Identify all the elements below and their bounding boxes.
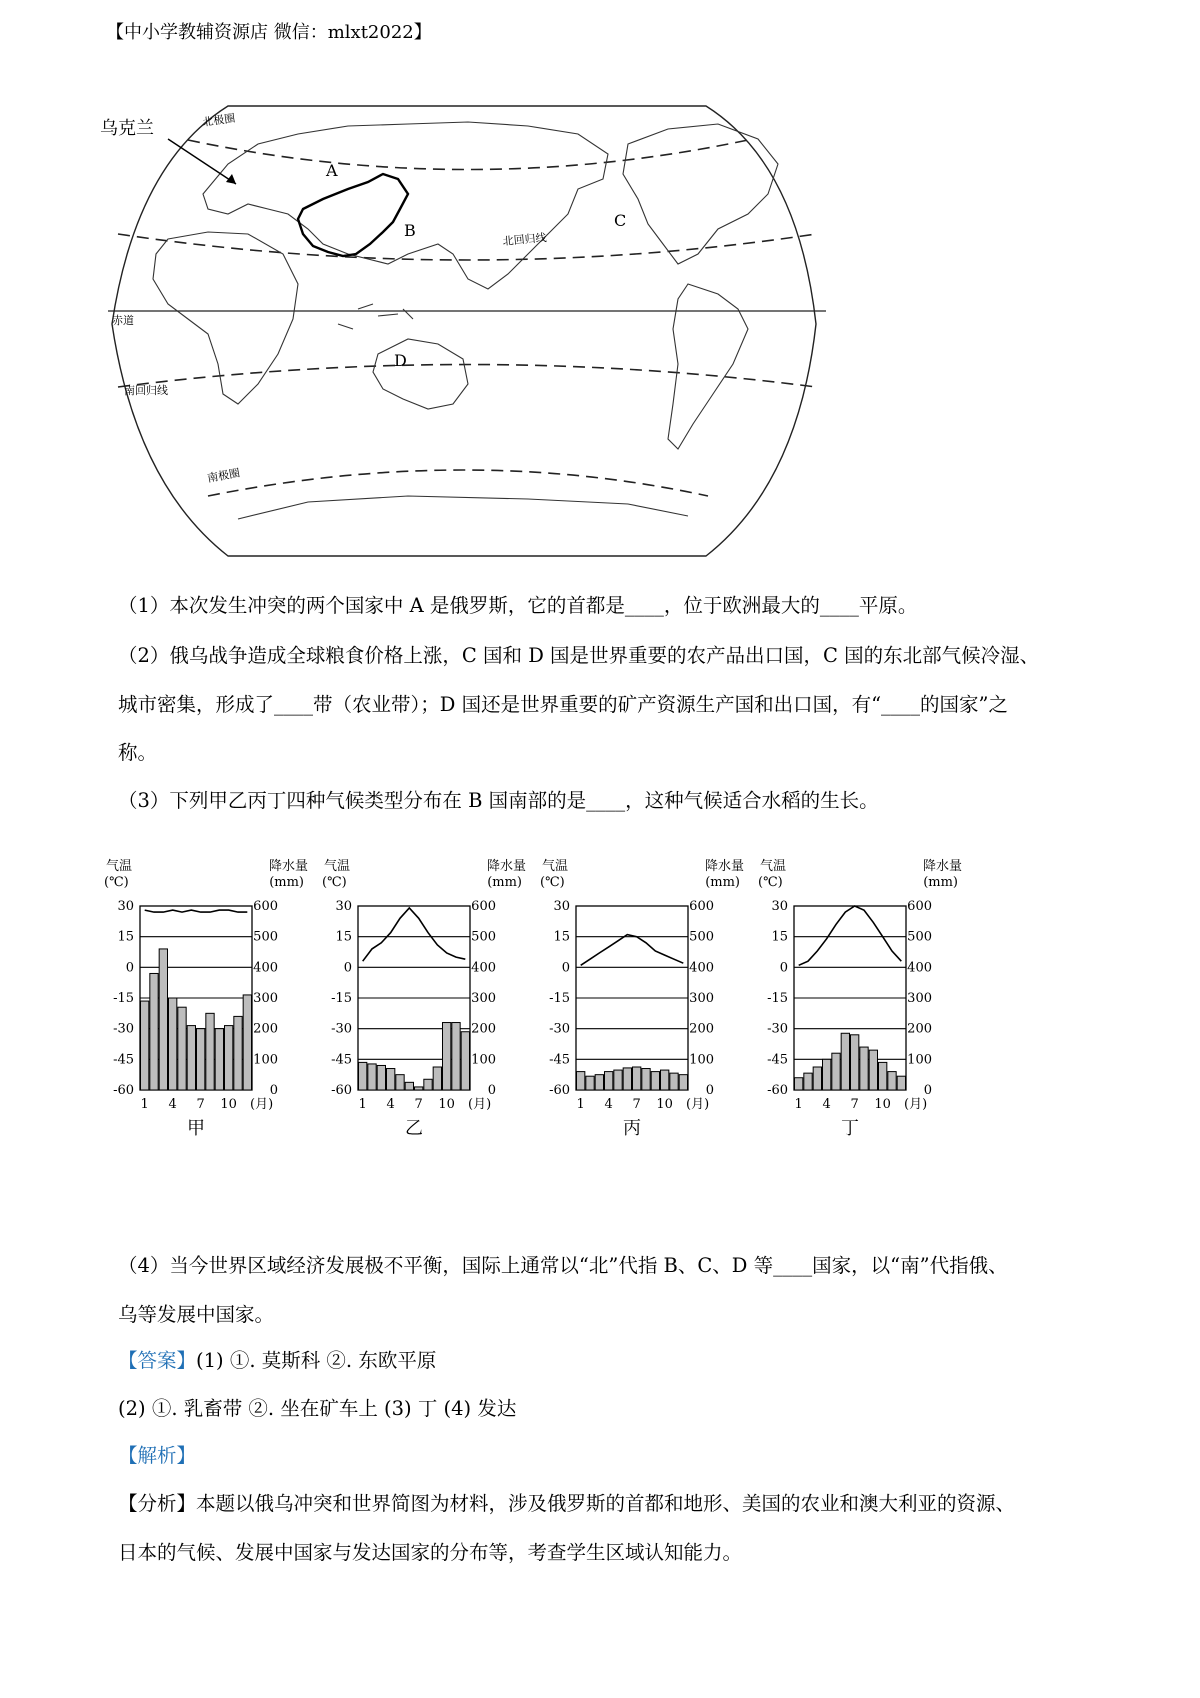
precipitation-bar <box>415 1087 423 1090</box>
precip-axis-title: 降水量 <box>704 859 744 874</box>
temp-tick-label: 30 <box>117 899 134 914</box>
precipitation-bar <box>623 1068 631 1090</box>
precip-tick-label: 600 <box>907 899 932 914</box>
precipitation-bar <box>605 1072 613 1090</box>
precip-tick-label: 600 <box>471 899 496 914</box>
question-2-line-1: （2）俄乌战争造成全球粮食价格上涨，C 国和 D 国是世界重要的农产品出口国，C 国的东北部气候冷湿、 <box>118 644 1040 667</box>
precipitation-bar <box>387 1069 395 1090</box>
temp-tick-label: -45 <box>331 1052 352 1068</box>
temp-tick-label: -45 <box>767 1052 788 1068</box>
temp-tick-label: 0 <box>343 960 352 976</box>
analysis-line-1: 【分析】本题以俄乌冲突和世界简图为材料，涉及俄罗斯的首都和地形、美国的农业和澳大利亚的资源、 <box>118 1492 1016 1515</box>
precipitation-bar <box>159 949 167 1090</box>
precip-tick-label: 0 <box>705 1083 714 1098</box>
temp-axis-unit: (℃) <box>540 875 565 890</box>
temp-tick-label: -60 <box>767 1083 788 1098</box>
precipitation-bar <box>813 1067 821 1090</box>
letter-d: D <box>394 351 407 370</box>
temp-tick-label: 30 <box>771 899 788 914</box>
precipitation-bar <box>368 1064 376 1090</box>
temp-tick-label: -15 <box>767 991 788 1006</box>
climate-chart-jia <box>104 856 314 1176</box>
precipitation-bar <box>234 1016 242 1090</box>
precipitation-bar <box>670 1073 678 1090</box>
month-tick-label: 7 <box>414 1097 423 1112</box>
temp-tick-label: -60 <box>331 1083 352 1098</box>
temp-tick-label: -15 <box>549 991 570 1006</box>
answer-line-1 <box>118 1345 436 1373</box>
precipitation-bar <box>614 1070 622 1090</box>
month-tick-label: 10 <box>438 1097 455 1112</box>
precipitation-bar <box>178 1007 186 1090</box>
month-tick-label: 10 <box>220 1097 237 1112</box>
precipitation-bar <box>860 1047 868 1090</box>
letter-b: B <box>404 221 416 240</box>
antarctic-circle-line <box>208 470 708 496</box>
precip-axis-title: 降水量 <box>486 859 526 874</box>
arctic-circle-line <box>188 140 748 170</box>
precipitation-bar <box>225 1026 233 1090</box>
temperature-line <box>363 908 466 961</box>
temp-tick-label: 15 <box>335 929 352 945</box>
temp-axis-unit: (℃) <box>322 875 347 890</box>
precipitation-bar <box>804 1073 812 1090</box>
precipitation-bar <box>433 1067 441 1090</box>
precipitation-bar <box>405 1082 413 1090</box>
question-3: （3）下列甲乙丙丁四种气候类型分布在 B 国南部的是____，这种气候适合水稻的生长。 <box>118 789 879 812</box>
arctic-circle-label: 北极圈 <box>201 111 237 129</box>
precip-tick-label: 200 <box>471 1021 496 1037</box>
precip-tick-label: 100 <box>471 1052 496 1068</box>
precipitation-bar <box>243 995 251 1090</box>
precipitation-bar <box>141 1001 149 1090</box>
month-tick-label: 1 <box>794 1097 803 1112</box>
map-frame <box>112 106 816 556</box>
climate-chart-bing <box>540 856 750 1176</box>
temp-axis-title: 气温 <box>324 859 351 874</box>
precip-tick-label: 500 <box>471 929 496 945</box>
precipitation-bar <box>206 1013 214 1090</box>
temperature-line <box>581 935 684 966</box>
letter-a: A <box>326 161 338 180</box>
temp-tick-label: -60 <box>113 1083 134 1098</box>
climate-chart-yi <box>322 856 532 1176</box>
question-2-line-2: 城市密集，形成了____带（农业带）；D 国还是世界重要的矿产资源生产国和出口国，有“____的国家”之 <box>118 693 1009 716</box>
precip-tick-label: 200 <box>253 1021 278 1037</box>
precip-tick-label: 600 <box>689 899 714 914</box>
temp-tick-label: 30 <box>553 899 570 914</box>
precip-tick-label: 300 <box>471 991 496 1006</box>
europe-asia-outline <box>203 122 608 289</box>
month-tick-label: 7 <box>632 1097 641 1112</box>
precip-tick-label: 0 <box>269 1083 278 1098</box>
precipitation-bar <box>215 1029 223 1090</box>
precip-tick-label: 0 <box>487 1083 496 1098</box>
precipitation-bar <box>841 1033 849 1090</box>
precipitation-bar <box>187 1026 195 1090</box>
month-unit: (月) <box>904 1097 928 1112</box>
temp-tick-label: -45 <box>113 1052 134 1068</box>
tropic-of-capricorn-line <box>118 365 816 388</box>
precip-tick-label: 200 <box>689 1021 714 1037</box>
temp-tick-label: -45 <box>549 1052 570 1068</box>
precip-tick-label: 300 <box>253 991 278 1006</box>
precipitation-bar <box>879 1062 887 1090</box>
temp-axis-unit: (℃) <box>104 875 129 890</box>
precip-tick-label: 500 <box>253 929 278 945</box>
precipitation-bar <box>150 973 158 1090</box>
question-4-line-2: 乌等发展中国家。 <box>118 1303 275 1326</box>
antarctic-circle-label: 南极圈 <box>206 466 242 485</box>
precipitation-bar <box>633 1067 641 1090</box>
precip-tick-label: 200 <box>907 1021 932 1037</box>
question-4-line-1: （4）当今世界区域经济发展极不平衡，国际上通常以“北”代指 B、C、D 等____国家，以“南”代指俄、 <box>118 1254 1008 1277</box>
africa-outline <box>153 232 298 404</box>
temp-tick-label: -30 <box>113 1021 134 1037</box>
temperature-line <box>145 910 248 912</box>
continents <box>153 122 778 519</box>
analysis-line-2: 日本的气候、发展中国家与发达国家的分布等，考查学生区域认知能力。 <box>118 1541 743 1564</box>
month-tick-label: 4 <box>604 1097 613 1112</box>
precip-tick-label: 100 <box>907 1052 932 1068</box>
precipitation-bar <box>823 1059 831 1090</box>
chart-name: 丙 <box>623 1118 641 1139</box>
precipitation-bar <box>169 998 177 1090</box>
antarctica-outline <box>238 496 688 519</box>
chart-name: 丁 <box>841 1118 859 1139</box>
precip-axis-title: 降水量 <box>268 859 308 874</box>
precip-tick-label: 400 <box>253 960 278 976</box>
precip-tick-label: 400 <box>471 960 496 976</box>
temp-tick-label: -30 <box>549 1021 570 1037</box>
precipitation-bar <box>377 1065 385 1090</box>
climate-chart-ding <box>758 856 968 1176</box>
month-unit: (月) <box>686 1097 710 1112</box>
question-1: （1）本次发生冲突的两个国家中 A 是俄罗斯，它的首都是____，位于欧洲最大的____平原。 <box>118 594 918 617</box>
temp-axis-title: 气温 <box>760 859 787 874</box>
precipitation-bar <box>642 1069 650 1090</box>
climate-charts <box>104 856 984 1176</box>
temp-tick-label: 0 <box>779 960 788 976</box>
temp-axis-unit: (℃) <box>758 875 783 890</box>
precip-tick-label: 300 <box>689 991 714 1006</box>
precip-tick-label: 600 <box>253 899 278 914</box>
precipitation-bar <box>424 1079 432 1090</box>
temp-tick-label: 0 <box>561 960 570 976</box>
precip-tick-label: 300 <box>907 991 932 1006</box>
precipitation-bar <box>661 1070 669 1090</box>
temp-tick-label: -60 <box>549 1083 570 1098</box>
precipitation-bar <box>443 1023 451 1090</box>
chart-name: 乙 <box>405 1118 423 1139</box>
month-tick-label: 4 <box>822 1097 831 1112</box>
equator-label: 赤道 <box>112 314 134 327</box>
month-unit: (月) <box>468 1097 492 1112</box>
ukraine-arrow <box>168 139 236 184</box>
ukraine-label: 乌克兰 <box>100 118 154 139</box>
precipitation-bar <box>888 1072 896 1090</box>
month-tick-label: 1 <box>140 1097 149 1112</box>
precipitation-bar <box>461 1032 469 1090</box>
precip-tick-label: 500 <box>689 929 714 945</box>
month-tick-label: 1 <box>576 1097 585 1112</box>
precipitation-bar <box>651 1072 659 1090</box>
precip-tick-label: 400 <box>689 960 714 976</box>
answer-1: (1) ①. 莫斯科 ②. 东欧平原 <box>196 1349 437 1372</box>
australia-outline <box>373 339 468 409</box>
page-header: 【中小学教辅资源店 微信：mlxt2022】 <box>106 22 432 43</box>
precipitation-bar <box>679 1075 687 1090</box>
precip-tick-label: 400 <box>907 960 932 976</box>
month-tick-label: 10 <box>874 1097 891 1112</box>
temp-tick-label: 30 <box>335 899 352 914</box>
answer-line-2: (2) ①. 乳畜带 ②. 坐在矿车上 (3) 丁 (4) 发达 <box>118 1397 517 1420</box>
month-unit: (月) <box>250 1097 274 1112</box>
letter-c: C <box>614 211 627 230</box>
month-tick-label: 4 <box>386 1097 395 1112</box>
temp-tick-label: -15 <box>113 991 134 1006</box>
precip-tick-label: 100 <box>253 1052 278 1068</box>
indonesia-islands <box>338 304 413 329</box>
china-outline <box>298 174 408 256</box>
precipitation-bar <box>851 1035 859 1090</box>
precip-axis-unit: (mm) <box>269 875 304 890</box>
precipitation-bar <box>359 1062 367 1090</box>
chart-name: 甲 <box>187 1118 205 1139</box>
analysis-label: 【解析】 <box>118 1444 197 1467</box>
precipitation-bar <box>586 1076 594 1090</box>
tropic-of-cancer-label: 北回归线 <box>502 231 548 248</box>
temp-tick-label: 15 <box>553 929 570 945</box>
temp-tick-label: -30 <box>331 1021 352 1037</box>
precip-axis-title: 降水量 <box>922 859 962 874</box>
precipitation-bar <box>795 1078 803 1090</box>
south-america-outline <box>668 284 748 449</box>
precipitation-bar <box>197 1029 205 1090</box>
precip-axis-unit: (mm) <box>487 875 522 890</box>
precipitation-bar <box>832 1053 840 1090</box>
precip-tick-label: 500 <box>907 929 932 945</box>
precip-axis-unit: (mm) <box>923 875 958 890</box>
month-tick-label: 7 <box>850 1097 859 1112</box>
temp-tick-label: 0 <box>125 960 134 976</box>
temp-tick-label: 15 <box>771 929 788 945</box>
precipitation-bar <box>869 1050 877 1090</box>
precipitation-bar <box>897 1076 905 1090</box>
temp-axis-title: 气温 <box>106 859 133 874</box>
temp-tick-label: -30 <box>767 1021 788 1037</box>
month-tick-label: 4 <box>168 1097 177 1112</box>
tropic-of-capricorn-label: 南回归线 <box>124 384 168 397</box>
precipitation-bar <box>595 1075 603 1090</box>
temp-tick-label: -15 <box>331 991 352 1006</box>
precipitation-bar <box>396 1075 404 1090</box>
precip-tick-label: 100 <box>689 1052 714 1068</box>
question-2-line-3: 称。 <box>118 741 158 764</box>
temp-tick-label: 15 <box>117 929 134 945</box>
precip-tick-label: 0 <box>923 1083 932 1098</box>
temp-axis-title: 气温 <box>542 859 569 874</box>
world-map <box>100 104 826 558</box>
answer-label: 【答案】 <box>118 1349 197 1372</box>
precipitation-bar <box>452 1023 460 1090</box>
month-tick-label: 10 <box>656 1097 673 1112</box>
precip-axis-unit: (mm) <box>705 875 740 890</box>
month-tick-label: 1 <box>358 1097 367 1112</box>
temperature-line <box>799 906 902 965</box>
precipitation-bar <box>577 1072 585 1090</box>
month-tick-label: 7 <box>196 1097 205 1112</box>
